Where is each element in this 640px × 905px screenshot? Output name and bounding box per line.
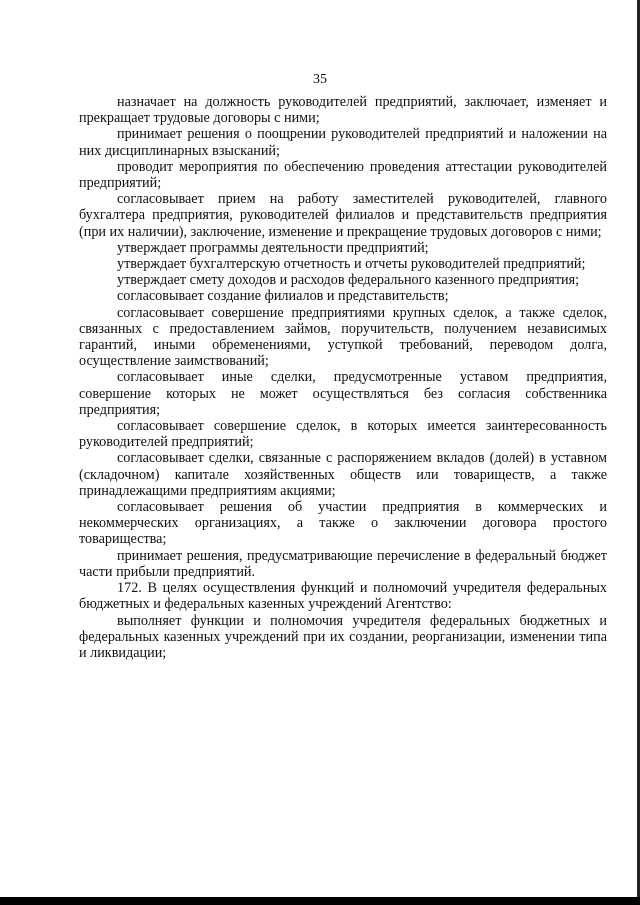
- paragraph: утверждает смету доходов и расходов федерального казенного предприятия;: [117, 272, 580, 289]
- paragraph: выполняет функции и полномочия учредителя федеральных бюджетных и федеральных казенных учреждений при их создании, реорганизации, изменении типа и ликвидации;: [79, 612, 607, 661]
- paragraph: согласовывает решения об участии предприятия в коммерческих и некоммерческих организациях, а также о заключении договора простого товарищества;: [79, 499, 607, 548]
- paragraph: назначает на должность руководителей предприятий, заключает, изменяет и прекращает трудовые договоры с ними;: [79, 94, 607, 127]
- document-body: [79, 94, 607, 661]
- paragraph: принимает решения, предусматривающие перечисление в федеральный бюджет части прибыли предприятий.: [79, 547, 607, 580]
- paragraph: утверждает программы деятельности предприятий;: [117, 239, 429, 256]
- page-number: 35: [313, 72, 327, 87]
- paragraph: 172. В целях осуществления функций и полномочий учредителя федеральных бюджетных и федеральных казенных учреждений Агентство:: [79, 580, 607, 613]
- paragraph: проводит мероприятия по обеспечению проведения аттестации руководителей предприятий;: [79, 158, 607, 192]
- paragraph: согласовывает создание филиалов и представительств;: [117, 288, 449, 305]
- paragraph: согласовывает совершение предприятиями крупных сделок, а также сделок, связанных с предоставлением займов, поручительств, получением независимых гарантий, иными обременениями, уступкой требований, переводом долга, осуществление заимствований;: [79, 304, 607, 370]
- paragraph: согласовывает прием на работу заместителей руководителей, главного бухгалтера предприятия, руководителей филиалов и представительств предприятия (при их наличии), заключение, изменение и прекращение трудовых договоров с ними;: [79, 191, 607, 240]
- paragraph: утверждает бухгалтерскую отчетность и отчеты руководителей предприятий;: [117, 256, 586, 273]
- paragraph: принимает решения о поощрении руководителей предприятий и наложении на них дисциплинарных взысканий;: [79, 126, 607, 159]
- paragraph: согласовывает совершение сделок, в которых имеется заинтересованность руководителей предприятий;: [79, 418, 607, 451]
- scan-edge-bottom: [0, 897, 640, 905]
- paragraph: согласовывает иные сделки, предусмотренные уставом предприятия, совершение которых не может осуществляться без согласия собственника предприятия;: [79, 369, 607, 418]
- paragraph: согласовывает сделки, связанные с распоряжением вкладов (долей) в уставном (складочном) капитале хозяйственных обществ или товариществ, а также принадлежащими предприятиям акциями;: [79, 450, 607, 499]
